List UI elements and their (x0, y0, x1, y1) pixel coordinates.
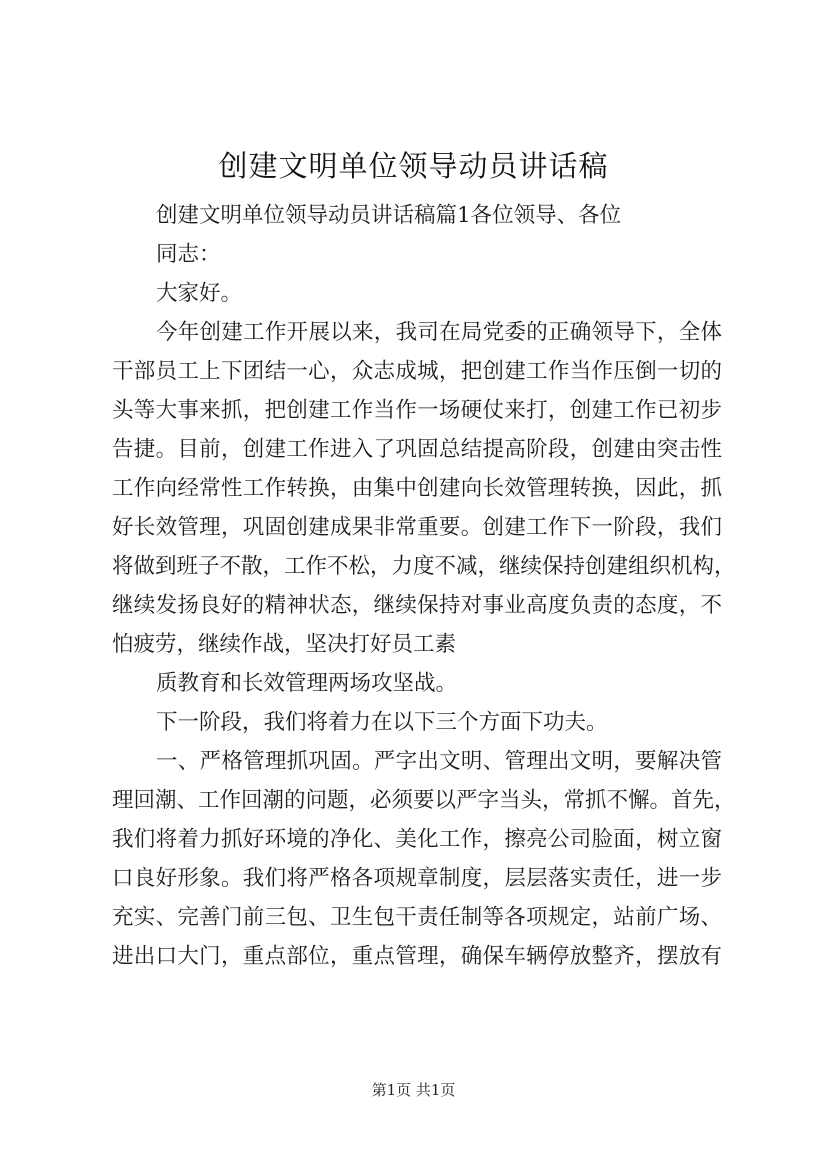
text-line: 口良好形象。我们将严格各项规章制度，层层落实责任，进一步 (112, 866, 722, 891)
text-line: 一、严格管理抓巩固。严字出文明、管理出文明，要解决管 (156, 749, 722, 774)
document-title: 创建文明单位领导动员讲话稿 (218, 149, 609, 183)
text-line: 工作向经常性工作转换，由集中创建向长效管理转换，因此，抓 (112, 476, 722, 501)
text-line: 理回潮、工作回潮的问题，必须要以严字当头，常抓不懈。首先， (112, 788, 736, 813)
text-line: 干部员工上下团结一心，众志成城，把创建工作当作压倒一切的 (112, 359, 722, 384)
text-line: 好长效管理，巩固创建成果非常重要。创建工作下一阶段，我们 (112, 515, 722, 540)
text-line: 今年创建工作开展以来，我司在局党委的正确领导下，全体 (156, 320, 722, 345)
text-line: 创建文明单位领导动员讲话稿篇1各位领导、各位 (156, 203, 622, 228)
text-line: 我们将着力抓好环境的净化、美化工作，擦亮公司脸面，树立窗 (112, 827, 722, 852)
text-line: 头等大事来抓，把创建工作当作一场硬仗来打，创建工作已初步 (112, 398, 722, 423)
text-line: 告捷。目前，创建工作进入了巩固总结提高阶段，创建由突击性 (112, 437, 722, 462)
text-line: 充实、完善门前三包、卫生包干责任制等各项规定，站前广场、 (112, 905, 722, 930)
text-line: 进出口大门，重点部位，重点管理，确保车辆停放整齐，摆放有 (112, 944, 722, 969)
text-line: 大家好。 (156, 281, 243, 306)
page-number-footer: 第1页 共1页 (371, 1081, 456, 1099)
text-line: 下一阶段，我们将着力在以下三个方面下功夫。 (156, 710, 608, 735)
text-line: 同志： (156, 242, 221, 267)
text-line: 怕疲劳，继续作战，坚决打好员工素 (112, 632, 457, 657)
document-body (112, 196, 736, 976)
text-line: 继续发扬良好的精神状态，继续保持对事业高度负责的态度，不 (112, 593, 722, 618)
text-line: 质教育和长效管理两场攻坚战。 (156, 671, 458, 696)
text-line: 将做到班子不散，工作不松，力度不减，继续保持创建组织机构， (112, 554, 736, 579)
